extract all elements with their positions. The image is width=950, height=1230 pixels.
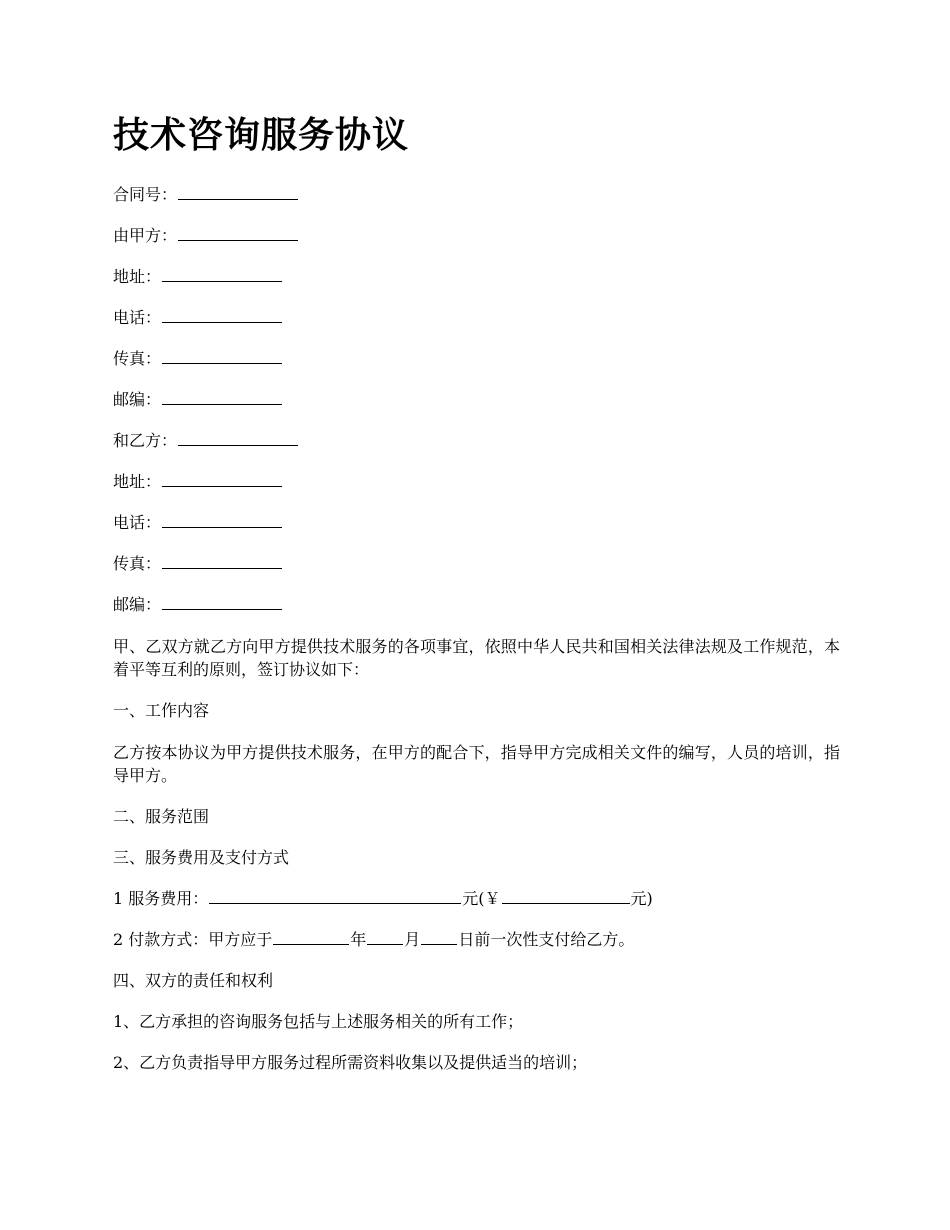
field-label: 地址： — [113, 472, 162, 491]
blank-line[interactable] — [162, 594, 282, 610]
party-b-address-line — [113, 471, 840, 493]
payment-suffix: 日前一次性支付给乙方。 — [458, 930, 635, 949]
blank-line[interactable] — [178, 430, 298, 446]
blank-line[interactable] — [162, 471, 282, 487]
section-heading-fees-payment: 三、服务费用及支付方式 — [113, 848, 290, 867]
fee-figure-blank[interactable] — [502, 888, 630, 904]
party-a-line — [113, 225, 840, 247]
party-b-phone-line — [113, 512, 840, 534]
field-label: 传真： — [113, 349, 162, 368]
section-heading-work-content: 一、工作内容 — [113, 701, 210, 720]
fee-prefix: 1 服务费用： — [113, 889, 209, 908]
party-a-postcode-line — [113, 389, 840, 411]
payment-day-blank[interactable] — [421, 929, 457, 945]
responsibility-item-2: 2、乙方负责指导甲方服务过程所需资料收集以及提供适当的培训； — [113, 1053, 588, 1072]
responsibility-item-1: 1、乙方承担的咨询服务包括与上述服务相关的所有工作； — [113, 1012, 524, 1031]
section-heading-service-scope: 二、服务范围 — [113, 807, 210, 826]
fee-amount-blank[interactable] — [209, 888, 461, 904]
field-label: 邮编： — [113, 595, 162, 614]
document-title: 技术咨询服务协议 — [113, 115, 410, 156]
blank-line[interactable] — [162, 266, 282, 282]
payment-month-blank[interactable] — [367, 929, 403, 945]
payment-year-blank[interactable] — [273, 929, 349, 945]
field-label: 电话： — [113, 308, 162, 327]
section-heading-responsibilities: 四、双方的责任和权利 — [113, 971, 274, 990]
party-a-address-line — [113, 266, 840, 288]
blank-line[interactable] — [178, 225, 298, 241]
field-label: 传真： — [113, 554, 162, 573]
blank-line[interactable] — [162, 307, 282, 323]
blank-line[interactable] — [162, 348, 282, 364]
party-b-line — [113, 430, 840, 452]
blank-line[interactable] — [178, 184, 298, 200]
field-label: 邮编： — [113, 390, 162, 409]
fee-suffix: 元) — [630, 889, 653, 908]
payment-year: 年 — [350, 930, 367, 949]
payment-prefix: 2 付款方式：甲方应于 — [113, 930, 273, 949]
payment-month: 月 — [404, 930, 421, 949]
intro-paragraph: 甲、乙双方就乙方向甲方提供技术服务的各项事宜，依照中华人民共和国相关法律法规及工作规范，本着平等互利的原则，签订协议如下： — [113, 637, 840, 679]
party-a-fax-line — [113, 348, 840, 370]
blank-line[interactable] — [162, 389, 282, 405]
fee-mid: 元(￥ — [462, 889, 501, 908]
party-b-fax-line — [113, 553, 840, 575]
blank-line[interactable] — [162, 553, 282, 569]
field-label: 地址： — [113, 267, 162, 286]
field-label: 和乙方： — [113, 431, 178, 450]
party-b-postcode-line — [113, 594, 840, 616]
field-label: 由甲方： — [113, 226, 178, 245]
party-a-phone-line — [113, 307, 840, 329]
field-label: 电话： — [113, 513, 162, 532]
blank-line[interactable] — [162, 512, 282, 528]
contract-number-line — [113, 184, 840, 206]
field-label: 合同号： — [113, 185, 178, 204]
service-fee-line — [113, 888, 840, 910]
payment-method-line — [113, 929, 840, 951]
work-content-paragraph: 乙方按本协议为甲方提供技术服务，在甲方的配合下，指导甲方完成相关文件的编写，人员的培训，指导甲方。 — [113, 743, 840, 785]
